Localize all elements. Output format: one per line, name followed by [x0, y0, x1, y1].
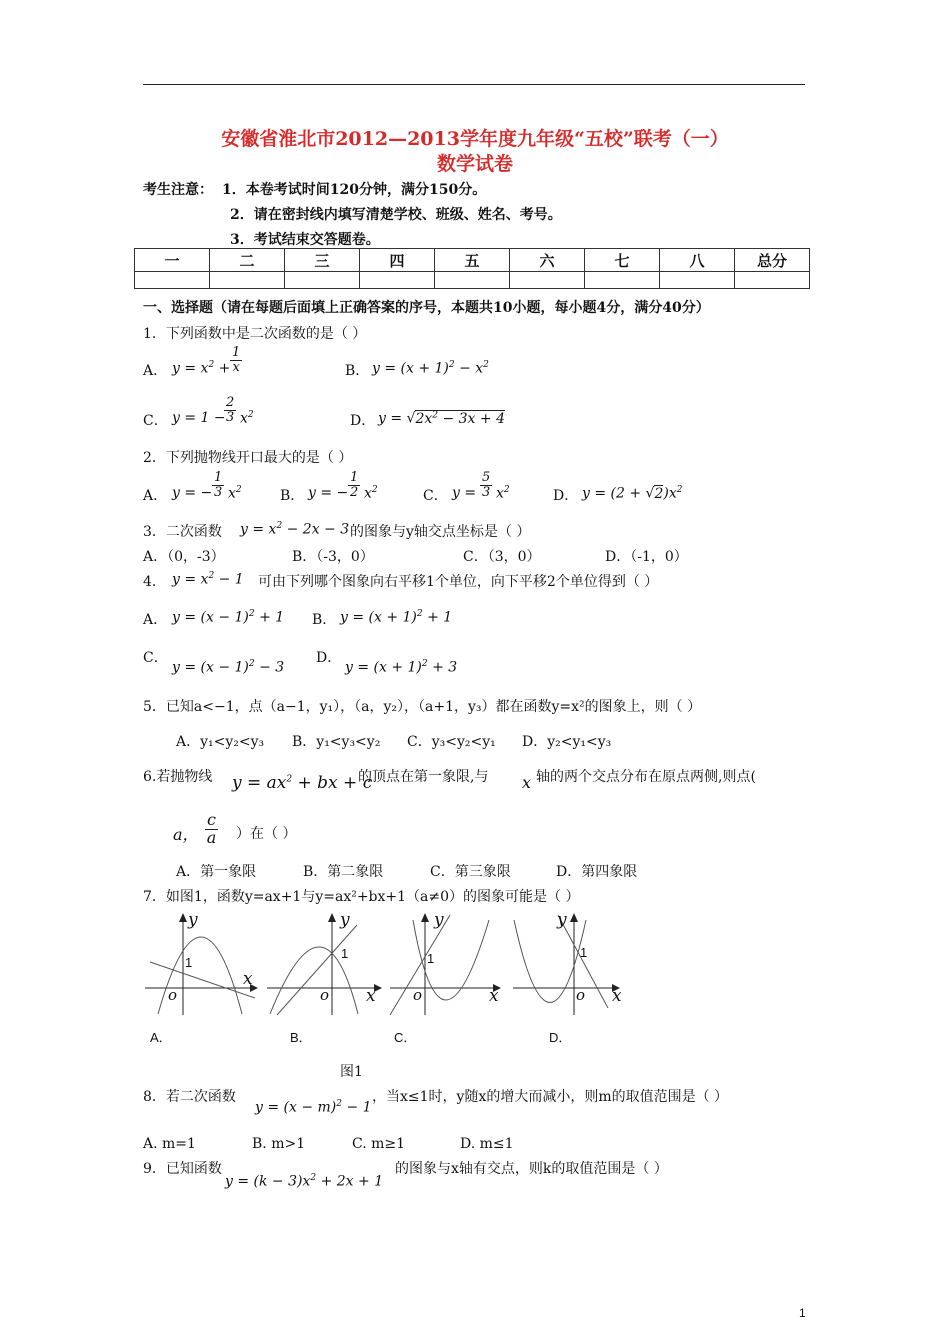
- page-number: 1: [799, 1306, 806, 1320]
- notice-item-2: 2．请在密封线内填写清楚学校、班级、姓名、考号。: [230, 207, 562, 223]
- score-col-3: 三: [285, 249, 360, 272]
- q8-option-b: B. m>1: [252, 1136, 306, 1152]
- q9-stem-post: 的图象与x轴有交点，则k的取值范围是（ ）: [395, 1161, 668, 1177]
- q3-option-b: B．（-3，0）: [292, 549, 374, 565]
- q3-option-d: D．（-1，0）: [605, 549, 688, 565]
- q5-option-b: B．y₁<y₃<y₂: [292, 734, 381, 750]
- q4-option-b-label: B．: [312, 612, 337, 628]
- q6-stem-expr: $y = ax^2$ + bx + c: [232, 773, 373, 793]
- graph-b-label: B．: [290, 1030, 312, 1045]
- graph-c-y-label: y: [434, 910, 444, 930]
- q4-option-a-label: A．: [143, 612, 168, 628]
- q4-option-b: $y = (x + 1)^2 + 1$: [340, 609, 453, 626]
- q6-stem-post: 轴的两个交点分布在原点两侧,则点(: [536, 769, 756, 785]
- notice-label: 考生注意：: [143, 182, 213, 198]
- q2-option-b-label: B．: [280, 488, 305, 504]
- q6-stem-pre: 6.若抛物线: [143, 769, 213, 785]
- q1-option-d-label: D．: [350, 413, 376, 429]
- q3-option-a: A．（0，-3）: [143, 549, 225, 565]
- q3-stem-expr: $y = x^2 - 2x - 3$: [240, 521, 350, 538]
- q9-stem-pre: 9．已知函数: [143, 1161, 222, 1177]
- score-col-1: 一: [135, 249, 210, 272]
- score-col-8: 八: [660, 249, 735, 272]
- graph-c: [385, 910, 505, 1020]
- q1-option-a-label: A．: [143, 363, 168, 379]
- q1-stem: 1．下列函数中是二次函数的是（ ）: [143, 326, 367, 342]
- graph-a-y-label: y: [188, 910, 198, 930]
- graph-c-x-label: x: [489, 986, 499, 1006]
- q4-option-a: $y = (x - 1)^2 + 1$: [172, 609, 285, 626]
- score-header-row: [135, 249, 810, 272]
- score-blank-row: [135, 272, 810, 289]
- q4-stem-expr: $y = x^2 - 1$: [172, 571, 244, 588]
- exam-subtitle: 数学试卷: [436, 153, 513, 175]
- graph-b-one: 1: [341, 946, 349, 961]
- q5-option-c: C．y₃<y₂<y₁: [407, 734, 496, 750]
- q8-option-a: A. m=1: [143, 1136, 196, 1152]
- graph-a-origin: o: [168, 986, 178, 1004]
- graph-b-x-label: x: [366, 986, 376, 1006]
- graph-a-one: 1: [185, 955, 193, 970]
- score-col-4: 四: [360, 249, 435, 272]
- q4-option-d: $y = (x + 1)^2 + 3$: [345, 659, 458, 676]
- q3-stem-pre: 3．二次函数: [143, 524, 222, 540]
- q3-option-c: C．（3，0）: [463, 549, 541, 565]
- q3-stem-post: 的图象与y轴交点坐标是（ ）: [350, 524, 531, 540]
- q5-option-a: A．y₁<y₂<y₃: [176, 734, 265, 750]
- graph-b-origin: o: [320, 986, 330, 1004]
- q2-stem: 2．下列抛物线开口最大的是（ ）: [143, 450, 353, 466]
- q7-stem: 7．如图1，函数y=ax+1与y=ax²+bx+1（a≠0）的图象可能是（ ）: [143, 889, 580, 905]
- score-col-2: 二: [210, 249, 285, 272]
- q5-option-d: D．y₂<y₁<y₃: [522, 734, 612, 750]
- q6-tail: ）在（ ）: [236, 826, 297, 842]
- graph-d: [508, 910, 628, 1020]
- graph-a-x-label: x: [243, 969, 253, 989]
- score-col-6: 六: [510, 249, 585, 272]
- graph-d-one: 1: [580, 945, 588, 960]
- q6-option-a: A．第一象限: [176, 864, 257, 880]
- q1-option-c-label: C．: [143, 413, 168, 429]
- q4-option-c: $y = (x - 1)^2 - 3$: [172, 659, 285, 676]
- graph-b-y-label: y: [340, 910, 350, 930]
- q1-option-b-label: B．: [345, 363, 370, 379]
- q6-option-d: D．第四象限: [556, 864, 638, 880]
- q8-stem-post: ，当x≤1时，y随x的增大而减小，则m的取值范围是（ ）: [372, 1089, 729, 1105]
- notice-item-1: 1．本卷考试时间120分钟，满分150分。: [222, 182, 487, 198]
- graph-a: [140, 910, 260, 1020]
- score-col-total: 总分: [735, 249, 810, 272]
- graph-d-x-label: x: [612, 986, 622, 1006]
- graph-c-origin: o: [413, 986, 423, 1004]
- exam-title: 安徽省淮北市2012—2013学年度九年级“五校”联考（一）: [221, 128, 729, 150]
- figure-caption: 图1: [340, 1064, 363, 1080]
- q8-option-d: D. m≤1: [460, 1136, 514, 1152]
- q6-stem-mid: 的顶点在第一象限,与: [358, 769, 489, 785]
- graph-d-origin: o: [576, 986, 586, 1004]
- notice-item-3: 3．考试结束交答题卷。: [230, 232, 380, 248]
- score-table: [134, 248, 810, 289]
- graph-a-label: A．: [150, 1030, 172, 1045]
- q5-stem: 5．已知a<−1，点（a−1，y₁），（a，y₂），（a+1，y₃）都在函数y=x²的图象上，则（ ）: [143, 699, 702, 715]
- q2-option-d: $y = (2 + √2)x^2$: [582, 485, 683, 502]
- q2-option-d-label: D．: [553, 488, 579, 504]
- score-col-5: 五: [435, 249, 510, 272]
- q1-option-d: $y = √2x^2 - 3x + 4$: [378, 410, 505, 427]
- q6-stem-x: x: [522, 773, 532, 792]
- q4-option-c-label: C．: [143, 650, 168, 666]
- q1-option-b: $y = (x + 1)^2 - x^2$: [372, 360, 489, 377]
- q6-option-b: B．第二象限: [303, 864, 384, 880]
- q4-stem-pre: 4．: [143, 574, 166, 590]
- q8-stem-expr: $y = (x - m)^2 - 1$: [255, 1099, 372, 1116]
- q9-stem-expr: $y = (k - 3)x^2 + 2x + 1$: [225, 1173, 384, 1190]
- q4-stem-post: 可由下列哪个图象向右平移1个单位，向下平移2个单位得到（ ）: [258, 574, 659, 590]
- score-col-7: 七: [585, 249, 660, 272]
- graph-c-label: C．: [394, 1030, 417, 1045]
- graph-d-y-label: y: [557, 910, 567, 930]
- q4-option-d-label: D．: [316, 650, 342, 666]
- q8-option-c: C. m≥1: [352, 1136, 406, 1152]
- q2-option-a-label: A．: [143, 488, 168, 504]
- q8-stem-pre: 8．若二次函数: [143, 1089, 236, 1105]
- graph-d-label: D．: [549, 1030, 572, 1045]
- q6-option-c: C．第三象限: [430, 864, 511, 880]
- section-heading: 一、选择题（请在每题后面填上正确答案的序号，本题共10小题，每小题4分，满分40分）: [143, 300, 710, 316]
- top-rule: [143, 84, 805, 85]
- graph-c-one: 1: [427, 951, 435, 966]
- q2-option-c-label: C．: [423, 488, 448, 504]
